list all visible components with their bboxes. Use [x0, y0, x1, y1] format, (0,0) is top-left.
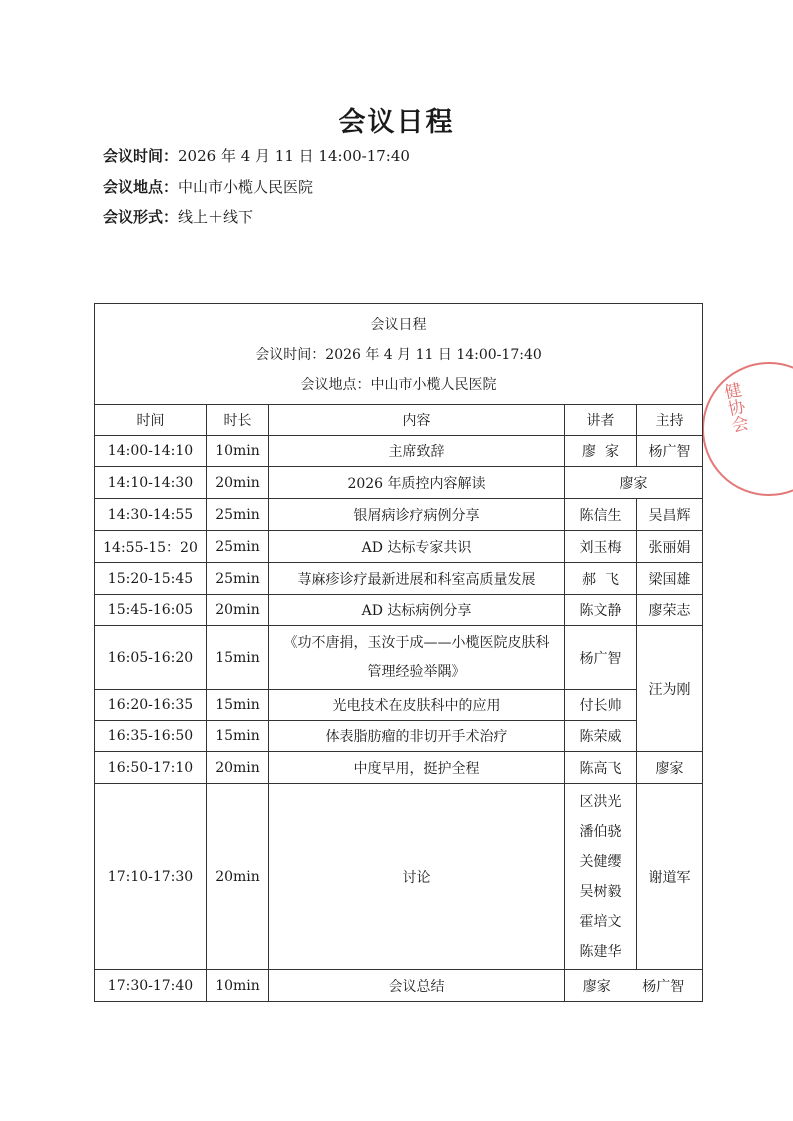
row-speaker-host [565, 970, 703, 1002]
row-duration: 15min [207, 626, 269, 690]
row-time: 16:50-17:10 [95, 752, 207, 784]
speaker-name: 廖家 [582, 978, 611, 995]
row-content: 会议总结 [269, 970, 565, 1002]
row-host: 杨广智 [637, 436, 703, 467]
row-host: 谢道军 [637, 784, 703, 970]
row-speaker: 陈文静 [565, 595, 637, 626]
row-content: 光电技术在皮肤科中的应用 [269, 690, 565, 721]
meeting-place-label: 会议地点： [103, 178, 179, 196]
row-time: 15:20-15:45 [95, 563, 207, 595]
speaker-name: 吴树毅 [579, 883, 622, 900]
row-duration: 15min [207, 721, 269, 752]
meeting-time [103, 146, 410, 166]
row-time: 16:35-16:50 [95, 721, 207, 752]
meeting-form-value: 线上＋线下 [178, 208, 254, 226]
row-time: 14:00-14:10 [95, 436, 207, 467]
table-row [95, 690, 703, 721]
column-header-duration: 时长 [207, 405, 269, 436]
table-row [95, 784, 703, 970]
column-header-time: 时间 [95, 405, 207, 436]
row-speaker: 郝 飞 [565, 563, 637, 595]
row-host: 梁国雄 [637, 563, 703, 595]
meeting-time-label: 会议时间： [103, 147, 179, 165]
table-row [95, 721, 703, 752]
table-caption-row [95, 304, 703, 405]
column-header-speaker: 讲者 [565, 405, 637, 436]
row-speaker: 陈信生 [565, 499, 637, 531]
speaker-name: 潘伯骁 [579, 823, 622, 840]
table-caption-place: 会议地点：中山市小榄人民医院 [300, 377, 497, 393]
row-time: 16:05-16:20 [95, 626, 207, 690]
row-content: AD 达标病例分享 [269, 595, 565, 626]
row-host: 廖荣志 [637, 595, 703, 626]
table-row [95, 436, 703, 467]
table-header-row [95, 405, 703, 436]
table-row [95, 595, 703, 626]
meeting-place-value: 中山市小榄人民医院 [178, 178, 314, 196]
seal-stamp-text: 健协会 [718, 380, 750, 435]
table-row [95, 531, 703, 563]
row-time: 14:30-14:55 [95, 499, 207, 531]
row-speaker: 杨广智 [565, 626, 637, 690]
row-speaker: 廖 家 [565, 436, 637, 467]
row-duration: 25min [207, 499, 269, 531]
row-content: 中度早用，挺护全程 [269, 752, 565, 784]
row-duration: 25min [207, 563, 269, 595]
row-host: 汪为刚 [637, 626, 703, 752]
row-duration: 10min [207, 436, 269, 467]
table-row [95, 563, 703, 595]
row-host: 廖家 [637, 752, 703, 784]
meeting-form [103, 207, 253, 227]
row-time: 15:45-16:05 [95, 595, 207, 626]
row-time: 17:10-17:30 [95, 784, 207, 970]
row-content: AD 达标专家共识 [269, 531, 565, 563]
row-host: 张丽娟 [637, 531, 703, 563]
meeting-time-value: 2026 年 4 月 11 日 14:00-17:40 [178, 147, 410, 165]
row-content: 荨麻疹诊疗最新进展和科室高质量发展 [269, 563, 565, 595]
meeting-place [103, 177, 313, 197]
page-title: 会议日程 [338, 107, 455, 138]
column-header-host: 主持 [637, 405, 703, 436]
row-duration: 20min [207, 467, 269, 499]
row-speaker: 陈高飞 [565, 752, 637, 784]
row-duration: 20min [207, 595, 269, 626]
row-speaker: 刘玉梅 [565, 531, 637, 563]
row-duration: 20min [207, 752, 269, 784]
row-host: 吴昌辉 [637, 499, 703, 531]
speaker-name: 区洪光 [579, 793, 622, 810]
row-speaker-host: 廖家 [565, 467, 703, 499]
row-time: 14:55-15：20 [95, 531, 207, 563]
row-duration: 25min [207, 531, 269, 563]
speaker-name: 陈建华 [579, 943, 622, 960]
table-row [95, 970, 703, 1002]
table-row [95, 467, 703, 499]
row-content: 讨论 [269, 784, 565, 970]
table-row [95, 752, 703, 784]
row-speaker: 付长帅 [565, 690, 637, 721]
row-content: 2026 年质控内容解读 [269, 467, 565, 499]
row-content: 《功不唐捐，玉汝于成——小榄医院皮肤科管理经验举隅》 [269, 626, 565, 690]
row-time: 16:20-16:35 [95, 690, 207, 721]
speaker-name: 关健缨 [579, 853, 622, 870]
row-duration: 10min [207, 970, 269, 1002]
row-duration: 15min [207, 690, 269, 721]
host-name: 杨广智 [642, 978, 685, 995]
row-speaker: 陈荣威 [565, 721, 637, 752]
speaker-name: 霍培文 [579, 913, 622, 930]
table-row [95, 499, 703, 531]
row-time: 14:10-14:30 [95, 467, 207, 499]
meeting-form-label: 会议形式： [103, 208, 179, 226]
row-content: 主席致辞 [269, 436, 565, 467]
row-time: 17:30-17:40 [95, 970, 207, 1002]
table-caption-time: 会议时间：2026 年 4 月 11 日 14:00-17:40 [255, 347, 542, 363]
row-duration: 20min [207, 784, 269, 970]
table-row [95, 626, 703, 690]
row-speaker-list [565, 784, 637, 970]
row-content: 体表脂肪瘤的非切开手术治疗 [269, 721, 565, 752]
schedule-table [94, 303, 703, 1002]
table-caption: 会议日程 [370, 317, 427, 333]
row-content: 银屑病诊疗病例分享 [269, 499, 565, 531]
column-header-content: 内容 [269, 405, 565, 436]
